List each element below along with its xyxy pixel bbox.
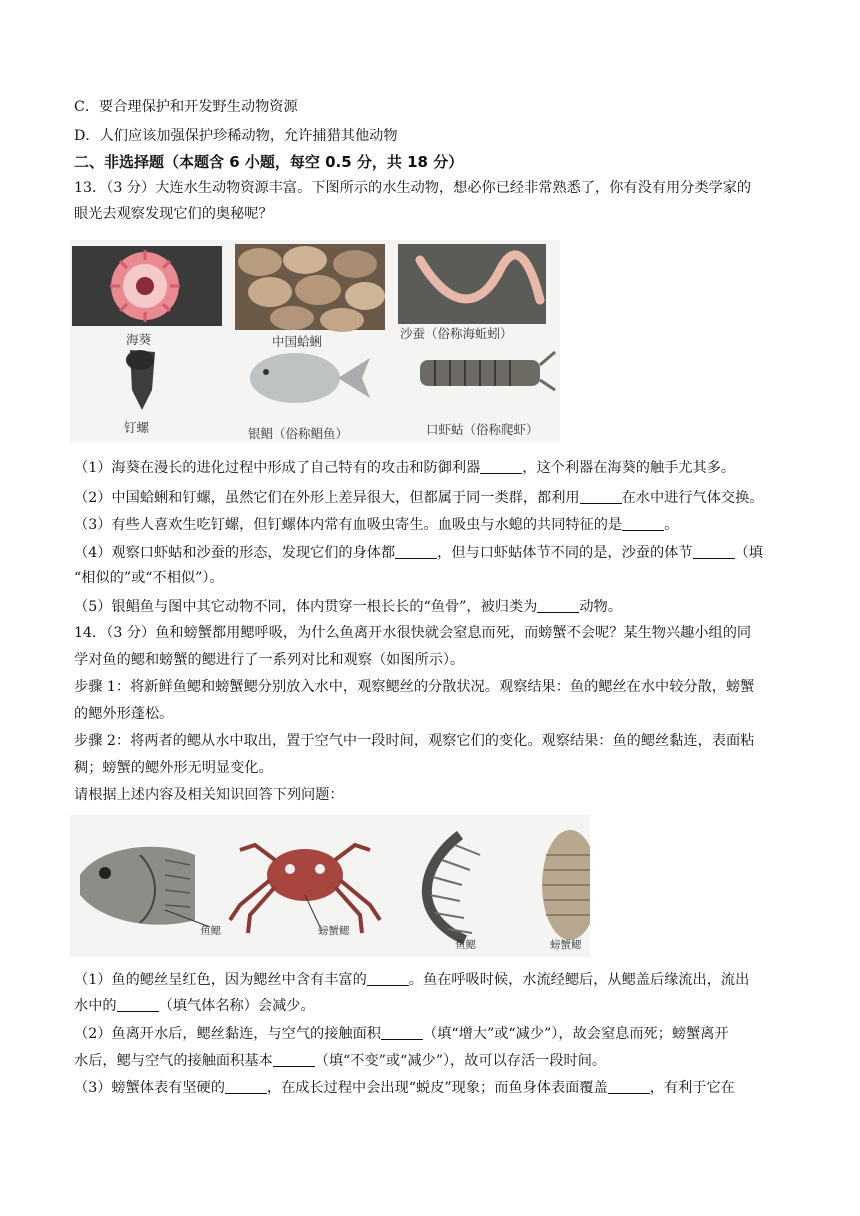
answer-blank[interactable] — [608, 1079, 650, 1094]
crab-image — [230, 845, 380, 933]
q14-part2-cont: 水后，鳃与空气的接触面积基本 （填“不变”或“减少”），故可以存活一段时间。 — [74, 1053, 607, 1069]
q14-part1-cont: 水中的 （填气体名称）会减少。 — [74, 998, 315, 1014]
caption-clam: 中国蛤蜊 — [272, 334, 323, 349]
caption-sandworm: 沙蚕（俗称海蚯蚓） — [400, 326, 513, 341]
sandworm-image — [398, 244, 546, 324]
caption-fish-gill-2: 鱼鳃 — [455, 939, 476, 951]
snail-image — [126, 350, 155, 410]
q13-part4: （4）观察口虾蛄和沙蚕的形态，发现它们的身体都 ，但与口虾蛄体节不同的是，沙蚕的体节 （填 — [74, 545, 763, 561]
caption-fish-gill: 鱼鳃 — [200, 925, 221, 937]
pomfret-image — [250, 353, 370, 403]
q13-stem-line2: 眼光去观察发现它们的奥秘呢？ — [74, 206, 273, 222]
answer-blank[interactable] — [480, 459, 522, 474]
q13-part5: （5）银鲳鱼与图中其它动物不同，体内贯穿一根长长的“鱼骨”，被归类为 动物。 — [74, 599, 622, 615]
answer-blank[interactable] — [580, 489, 622, 504]
q14-part2: （2）鱼离开水后，鳃丝黏连，与空气的接触面积 （填“增大”或“减少”），故会窒息而死；螃蟹离开 — [74, 1026, 729, 1042]
q14-part3: （3）螃蟹体表有坚硬的 ，在成长过程中会出现“蜕皮”现象；而鱼身体表面覆盖 ，有利于它在 — [74, 1080, 735, 1096]
caption-pomfret: 银鲳（俗称鲳鱼） — [248, 426, 349, 441]
option-d: D．人们应该加强保护珍稀动物，允许捕猎其他动物 — [74, 128, 398, 144]
q14-stem-line1: 14．（3 分）鱼和螃蟹都用鳃呼吸，为什么鱼离开水很快就会窒息而死，而螃蟹不会呢？某生物兴趣小组的同 — [74, 625, 752, 641]
q13-part2: （2）中国蛤蜊和钉螺，虽然它们在外形上差异很大，但都属于同一类群，都利用 在水中进行气体交换。 — [74, 490, 764, 506]
answer-blank[interactable] — [693, 544, 735, 559]
q13-part1: （1）海葵在漫长的进化过程中形成了自己特有的攻击和防御利器 ，这个利器在海葵的触手尤其多。 — [74, 460, 736, 476]
option-c: C．要合理保护和开发野生动物资源 — [74, 99, 298, 115]
crab-gill-image — [542, 830, 590, 940]
q14-step1-line2: 的鳃外形蓬松。 — [74, 706, 174, 722]
answer-blank[interactable] — [381, 1025, 423, 1040]
answer-blank[interactable] — [225, 1079, 267, 1094]
q13-animal-figure — [70, 240, 560, 442]
q13-stem-line1: 13．（3 分）大连水生动物资源丰富。下图所示的水生动物，想必你已经非常熟悉了，你有没有用分类学家的 — [74, 180, 752, 196]
q13-part3: （3）有些人喜欢生吃钉螺，但钉螺体内常有血吸虫寄生。血吸虫与水螅的共同特征的是 。 — [74, 517, 679, 533]
answer-blank[interactable] — [273, 1052, 315, 1067]
caption-snail: 钉螺 — [124, 420, 150, 435]
q14-stem-line2: 学对鱼的鳃和螃蟹的鳃进行了一系列对比和观察（如图所示）。 — [74, 652, 465, 668]
anemone-image — [72, 246, 222, 326]
q14-step2-line2: 稠；螃蟹的鳃外形无明显变化。 — [74, 760, 273, 776]
fish-head-image — [80, 847, 210, 927]
caption-crab-gill: 螃蟹鳃 — [318, 925, 350, 937]
q14-step2-line1: 步骤 2：将两者的鳃从水中取出，置于空气中一段时间，观察它们的变化。观察结果：鱼的鳃丝黏连，表面粘 — [74, 733, 755, 749]
q14-gill-figure — [70, 815, 590, 957]
fish-gill-arch-image — [427, 835, 480, 940]
answer-blank[interactable] — [395, 544, 437, 559]
caption-crab-gill-2: 螃蟹鳃 — [550, 939, 582, 951]
caption-mantis-shrimp: 口虾蛄（俗称爬虾） — [426, 422, 539, 437]
answer-blank[interactable] — [537, 598, 579, 613]
answer-blank[interactable] — [622, 516, 664, 531]
answer-blank[interactable] — [367, 971, 409, 986]
clam-image — [235, 244, 385, 332]
section-title: 二、非选择题（本题含 6 小题，每空 0.5 分，共 18 分） — [74, 153, 464, 171]
caption-anemone: 海葵 — [126, 332, 152, 347]
q14-part1: （1）鱼的鳃丝呈红色，因为鳃丝中含有丰富的 。鱼在呼吸时候，水流经鳃后，从鳃盖后缘流出，流出 — [74, 972, 750, 988]
q13-part4-cont: “相似的”或“不相似”）。 — [74, 570, 224, 586]
answer-blank[interactable] — [117, 997, 159, 1012]
q14-prompt: 请根据上述内容及相关知识回答下列问题： — [74, 787, 344, 803]
q14-step1-line1: 步骤 1：将新鲜鱼鳃和螃蟹鳃分别放入水中，观察鳃丝的分散状况。观察结果：鱼的鳃丝在水中较分散，螃蟹 — [74, 679, 755, 695]
mantis-shrimp-image — [420, 352, 555, 390]
